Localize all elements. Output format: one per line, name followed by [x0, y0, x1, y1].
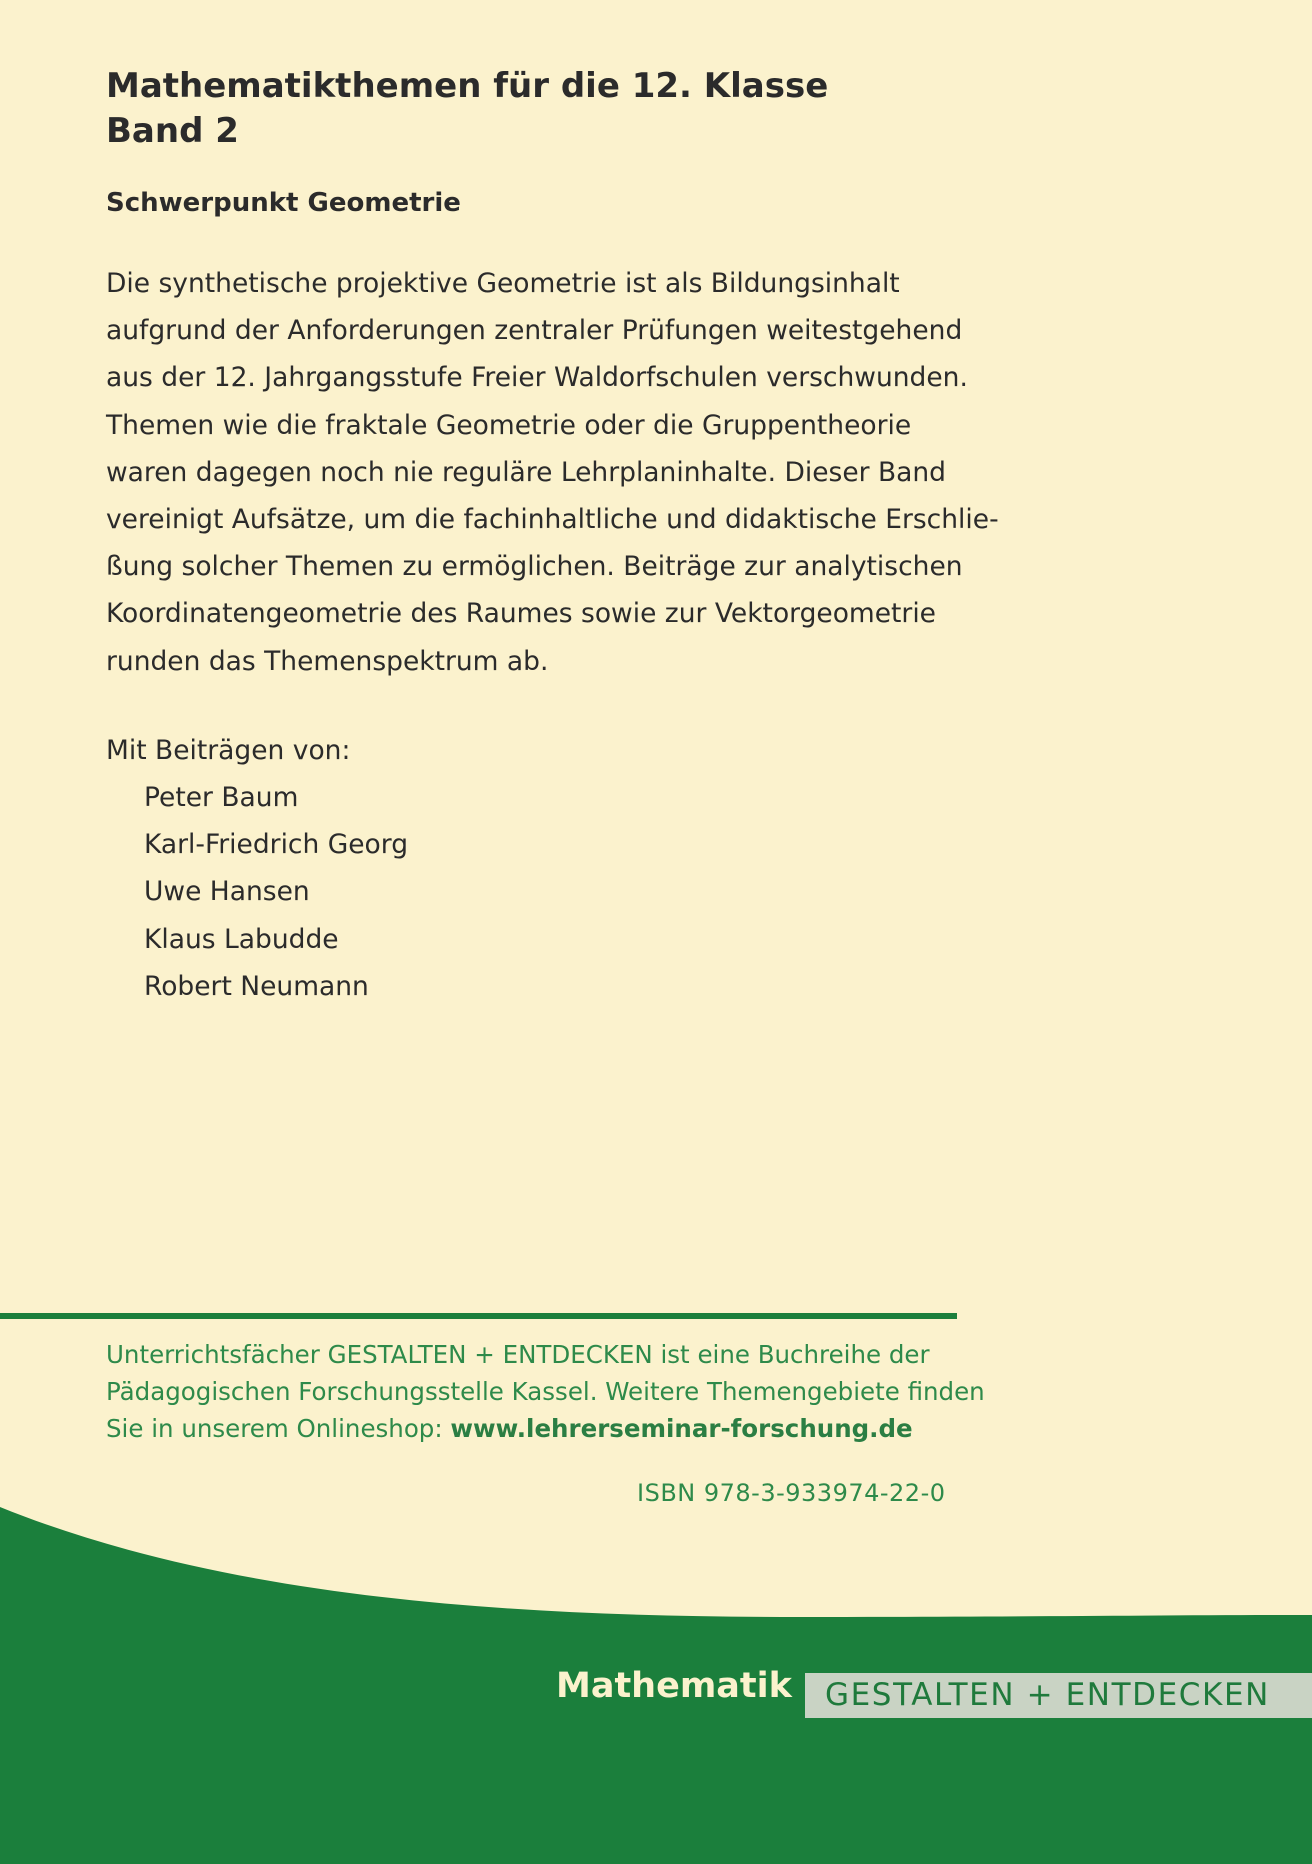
book-subtitle: Schwerpunkt Geometrie [106, 188, 461, 218]
green-divider [0, 1313, 957, 1319]
subject-label: Mathematik [556, 1666, 792, 1706]
contributor-name: Klaus Labudde [144, 923, 339, 955]
shop-label: Sie in unserem Onlineshop: [106, 1414, 451, 1443]
blurb-line: aus der 12. Jahrgangsstufe Freier Waldorfschulen verschwunden. [106, 362, 968, 394]
series-name-box [805, 1673, 1312, 1718]
series-name: GESTALTEN + ENTDECKEN [825, 1677, 1270, 1713]
series-note-line: Pädagogischen Forschungsstelle Kassel. Weitere Themengebiete finden [106, 1377, 985, 1406]
contributor-name: Karl-Friedrich Georg [144, 829, 409, 861]
series-note-line: Unterrichtsfächer GESTALTEN + ENTDECKEN ist eine Buchreihe der [106, 1340, 930, 1369]
blurb-line: vereinigt Aufsätze, um die fachinhaltliche und didaktische Erschlie- [106, 504, 999, 536]
contributor-name: Uwe Hansen [144, 876, 310, 908]
blurb-line: waren dagegen noch nie reguläre Lehrplaninhalte. Dieser Band [106, 456, 946, 488]
blurb-text [106, 260, 999, 685]
blurb-line: Koordinatengeometrie des Raumes sowie zur Vektorgeometrie [106, 598, 936, 630]
book-title-line: Mathematikthemen für die 12. Klasse [106, 66, 829, 106]
series-note [106, 1336, 985, 1447]
contributor-name: Peter Baum [144, 782, 299, 813]
blurb-line: aufgrund der Anforderungen zentraler Prüfungen weitestgehend [106, 315, 963, 347]
blurb-line: Themen wie die fraktale Geometrie oder die Gruppentheorie [106, 409, 912, 441]
isbn: ISBN 978-3-933974-22-0 [637, 1479, 946, 1507]
contributors-heading: Mit Beiträgen von: [106, 735, 351, 766]
shop-url: www.lehrerseminar-forschung.de [450, 1414, 913, 1443]
contributors-list [144, 774, 408, 1010]
blurb-line: ßung solcher Themen zu ermöglichen. Beiträge zur analytischen [106, 551, 963, 583]
series-note-line [106, 1410, 985, 1447]
book-volume: Band 2 [106, 111, 239, 151]
book-title [106, 64, 828, 154]
blurb-line: Die synthetische projektive Geometrie ist als Bildungsinhalt [106, 268, 900, 299]
blurb-line: runden das Themenspektrum ab. [106, 645, 549, 677]
contributor-name: Robert Neumann [144, 970, 369, 1002]
